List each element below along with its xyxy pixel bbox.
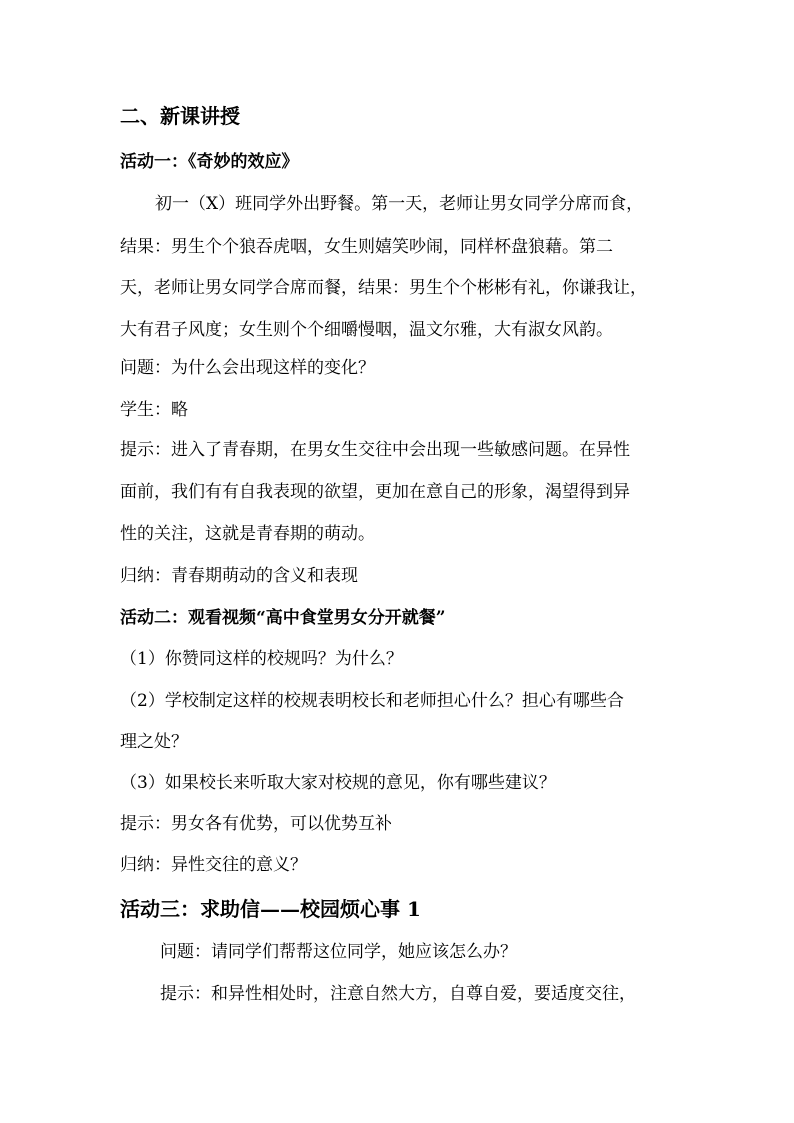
activity3-title: 活动三：求助信——校园烦心事 1 [120, 897, 421, 921]
activity2-hint: 提示：男女各有优势，可以优势互补 [120, 814, 392, 834]
activity3-question: 问题：请同学们帮帮这位同学，她应该怎么办？ [160, 942, 517, 962]
activity1-hint-line-3: 性的关注，这就是青春期的萌动。 [120, 524, 375, 544]
activity1-paragraph-line-3: 天，老师让男女同学合席而餐，结果：男生个个彬彬有礼，你谦我让， [120, 278, 647, 298]
activity1-paragraph-line-4: 大有君子风度；女生则个个细嚼慢咽，温文尔雅，大有淑女风韵。 [120, 320, 613, 340]
activity2-question-2-line-2: 理之处？ [120, 732, 188, 752]
activity1-summary: 归纳：青春期萌动的含义和表现 [120, 566, 358, 586]
activity2-question-2-line-1: （2）学校制定这样的校规表明校长和老师担心什么？担心有哪些合 [120, 691, 624, 711]
activity1-paragraph-line-2: 结果：男生个个狼吞虎咽，女生则嬉笑吵闹，同样杯盘狼藉。第二 [120, 237, 613, 257]
activity1-student: 学生：略 [120, 400, 188, 420]
activity1-paragraph-line-1: 初一（X）班同学外出野餐。第一天，老师让男女同学分席而食， [155, 194, 644, 214]
activity2-question-3: （3）如果校长来听取大家对校规的意见，你有哪些建议？ [120, 773, 556, 793]
activity2-summary: 归纳：异性交往的意义？ [120, 855, 307, 875]
activity2-title: 活动二：观看视频“高中食堂男女分开就餐” [120, 608, 446, 628]
activity1-title: 活动一：《奇妙的效应》 [120, 152, 299, 172]
activity3-hint: 提示：和异性相处时，注意自然大方，自尊自爱，要适度交往， [160, 984, 636, 1004]
activity1-hint-line-1: 提示：进入了青春期，在男女生交往中会出现一些敏感问题。在异性 [120, 440, 630, 460]
activity2-question-1: （1）你赞同这样的校规吗？为什么？ [120, 649, 403, 669]
section-heading: 二、新课讲授 [120, 104, 240, 128]
activity1-question: 问题：为什么会出现这样的变化？ [120, 358, 375, 378]
activity1-hint-line-2: 面前，我们有有自我表现的欲望，更加在意自己的形象，渴望得到异 [120, 482, 630, 502]
